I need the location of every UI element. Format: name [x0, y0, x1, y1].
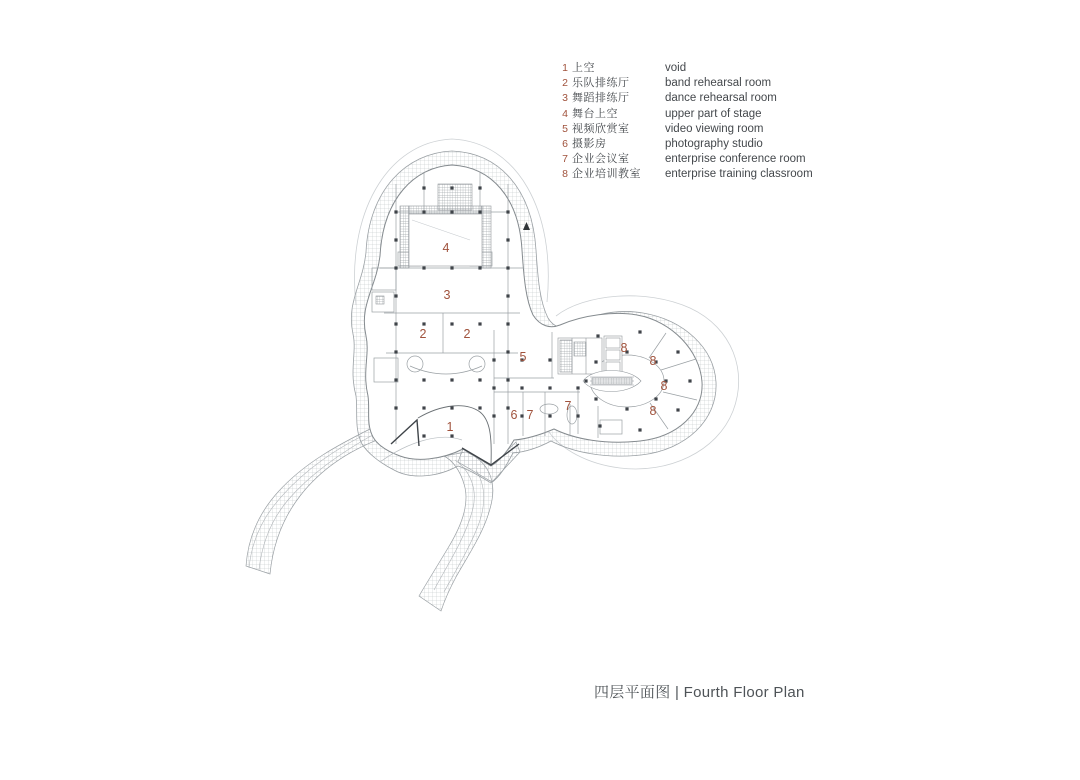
column-marker — [506, 210, 509, 213]
legend-number: 8 — [562, 168, 568, 181]
column-marker — [450, 378, 453, 381]
legend-row — [556, 122, 813, 137]
legend-row — [556, 167, 813, 182]
room-label-2: 2 — [463, 327, 471, 341]
legend-label-en: upper part of stage — [665, 107, 762, 120]
legend-row — [556, 76, 813, 91]
column-marker — [450, 406, 453, 409]
legend-label-cn: 舞蹈排练厅 — [572, 92, 630, 105]
column-marker — [450, 434, 453, 437]
column-marker — [548, 386, 551, 389]
legend-label-cn: 摄影房 — [572, 137, 607, 150]
room-label-8: 8 — [620, 341, 628, 355]
legend-label-en: band rehearsal room — [665, 77, 772, 90]
column-marker — [422, 378, 425, 381]
legend — [556, 61, 813, 183]
column-marker — [394, 350, 397, 353]
column-marker — [625, 407, 628, 410]
column-marker — [506, 294, 509, 297]
column-marker — [422, 186, 425, 189]
room-label-7: 7 — [526, 408, 534, 422]
column-marker — [492, 386, 495, 389]
column-marker — [450, 266, 453, 269]
room-label-8: 8 — [649, 404, 657, 418]
legend-number: 6 — [562, 137, 568, 150]
plan-title: 四层平面图 | Fourth Floor Plan — [594, 684, 805, 701]
column-marker — [478, 322, 481, 325]
legend-label-cn: 上空 — [572, 62, 595, 74]
column-marker — [422, 322, 425, 325]
legend-label-cn: 舞台上空 — [572, 107, 618, 120]
room-label-8: 8 — [660, 379, 668, 393]
column-marker — [394, 210, 397, 213]
legend-label-cn: 企业培训教室 — [572, 168, 641, 181]
column-marker — [394, 378, 397, 381]
column-marker — [506, 266, 509, 269]
column-marker — [450, 322, 453, 325]
column-marker — [520, 386, 523, 389]
legend-number: 3 — [562, 92, 568, 105]
room-label-3: 3 — [443, 288, 451, 302]
legend-number: 7 — [562, 153, 568, 166]
room-label-4: 4 — [442, 241, 450, 255]
legend-number: 4 — [562, 107, 568, 120]
column-marker — [676, 408, 679, 411]
room-label-5: 5 — [519, 350, 527, 364]
column-marker — [394, 238, 397, 241]
column-marker — [598, 424, 601, 427]
legend-label-en: dance rehearsal room — [665, 92, 777, 105]
column-marker — [450, 210, 453, 213]
legend-row — [556, 137, 813, 152]
legend-row — [556, 152, 813, 167]
legend-label-en: photography studio — [665, 137, 763, 150]
room-label-8: 8 — [649, 354, 657, 368]
column-marker — [394, 294, 397, 297]
column-marker — [688, 379, 691, 382]
column-marker — [638, 330, 641, 333]
column-marker — [506, 350, 509, 353]
column-marker — [548, 414, 551, 417]
legend-row — [556, 91, 813, 106]
legend-label-en: enterprise training classroom — [665, 168, 813, 181]
room-label-6: 6 — [510, 408, 518, 422]
legend-row — [556, 61, 813, 76]
column-marker — [422, 266, 425, 269]
column-marker — [520, 414, 523, 417]
column-marker — [594, 397, 597, 400]
column-marker — [506, 322, 509, 325]
column-marker — [394, 266, 397, 269]
column-marker — [478, 406, 481, 409]
column-marker — [576, 386, 579, 389]
room-label-2: 2 — [419, 327, 427, 341]
column-marker — [422, 434, 425, 437]
room-label-1: 1 — [446, 420, 454, 434]
column-marker — [638, 428, 641, 431]
legend-label-en: enterprise conference room — [665, 153, 806, 166]
column-marker — [492, 358, 495, 361]
legend-number: 2 — [562, 77, 568, 90]
column-marker — [478, 266, 481, 269]
legend-number: 1 — [562, 62, 568, 74]
column-marker — [478, 210, 481, 213]
column-marker — [422, 210, 425, 213]
legend-label-cn: 企业会议室 — [572, 153, 630, 166]
column-marker — [654, 397, 657, 400]
column-marker — [594, 360, 597, 363]
column-marker — [584, 379, 587, 382]
column-marker — [478, 186, 481, 189]
column-marker — [576, 414, 579, 417]
column-marker — [596, 334, 599, 337]
column-marker — [422, 406, 425, 409]
column-marker — [506, 378, 509, 381]
column-marker — [394, 322, 397, 325]
column-marker — [478, 378, 481, 381]
legend-label-en: void — [665, 62, 687, 74]
legend-label-cn: 乐队排练厅 — [572, 77, 630, 90]
room-label-7: 7 — [564, 399, 572, 413]
legend-row — [556, 107, 813, 122]
column-marker — [450, 186, 453, 189]
column-marker — [394, 406, 397, 409]
column-marker — [506, 238, 509, 241]
legend-label-cn: 视频欣赏室 — [572, 122, 630, 135]
column-marker — [676, 350, 679, 353]
column-marker — [492, 414, 495, 417]
legend-label-en: video viewing room — [665, 122, 764, 135]
column-marker — [506, 406, 509, 409]
column-marker — [548, 358, 551, 361]
legend-number: 5 — [562, 122, 568, 135]
